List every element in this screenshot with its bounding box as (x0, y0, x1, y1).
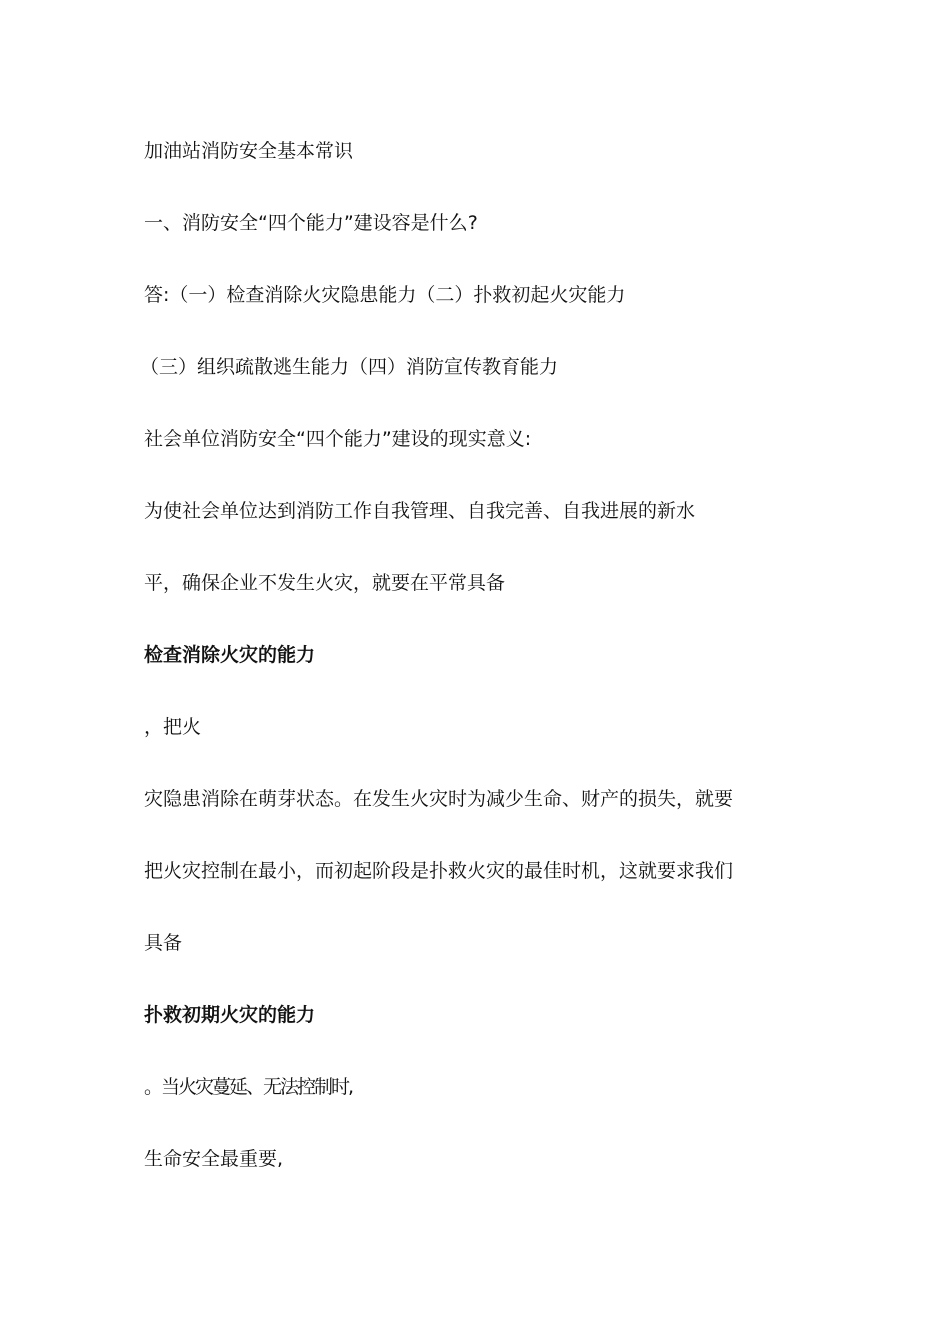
bold-heading-extinguish: 扑救初期火灾的能力 (144, 1004, 316, 1026)
question-heading: 一、消防安全“四个能力”建设容是什么? (144, 212, 478, 234)
paragraph-line: 生命安全最重要, (144, 1148, 284, 1170)
significance-heading: 社会单位消防安全“四个能力”建设的现实意义: (144, 428, 532, 450)
paragraph-line: 把火灾控制在最小，而初起阶段是扑救火灾的最佳时机，这就要求我们 (144, 860, 734, 882)
document-title: 加油站消防安全基本常识 (144, 140, 354, 162)
bold-heading-inspect: 检查消除火灾的能力 (144, 644, 316, 666)
answer-line-2: （三）组织疏散逃生能力（四）消防宣传教育能力 (140, 356, 559, 378)
paragraph-line: 具备 (144, 932, 183, 954)
paragraph-line: 。当火灾蔓延、无法控制时, (144, 1076, 353, 1098)
paragraph-line: 为使社会单位达到消防工作自我管理、自我完善、自我进展的新水 (144, 500, 696, 522)
paragraph-line: ，把火 (144, 716, 202, 738)
answer-line-1: 答:（一）检查消除火灾隐患能力（二）扑救初起火灾能力 (144, 284, 626, 306)
paragraph-line: 灾隐患消除在萌芽状态。在发生火灾时为减少生命、财产的损失，就要 (144, 788, 734, 810)
paragraph-line: 平，确保企业不发生火灾，就要在平常具备 (144, 572, 506, 594)
